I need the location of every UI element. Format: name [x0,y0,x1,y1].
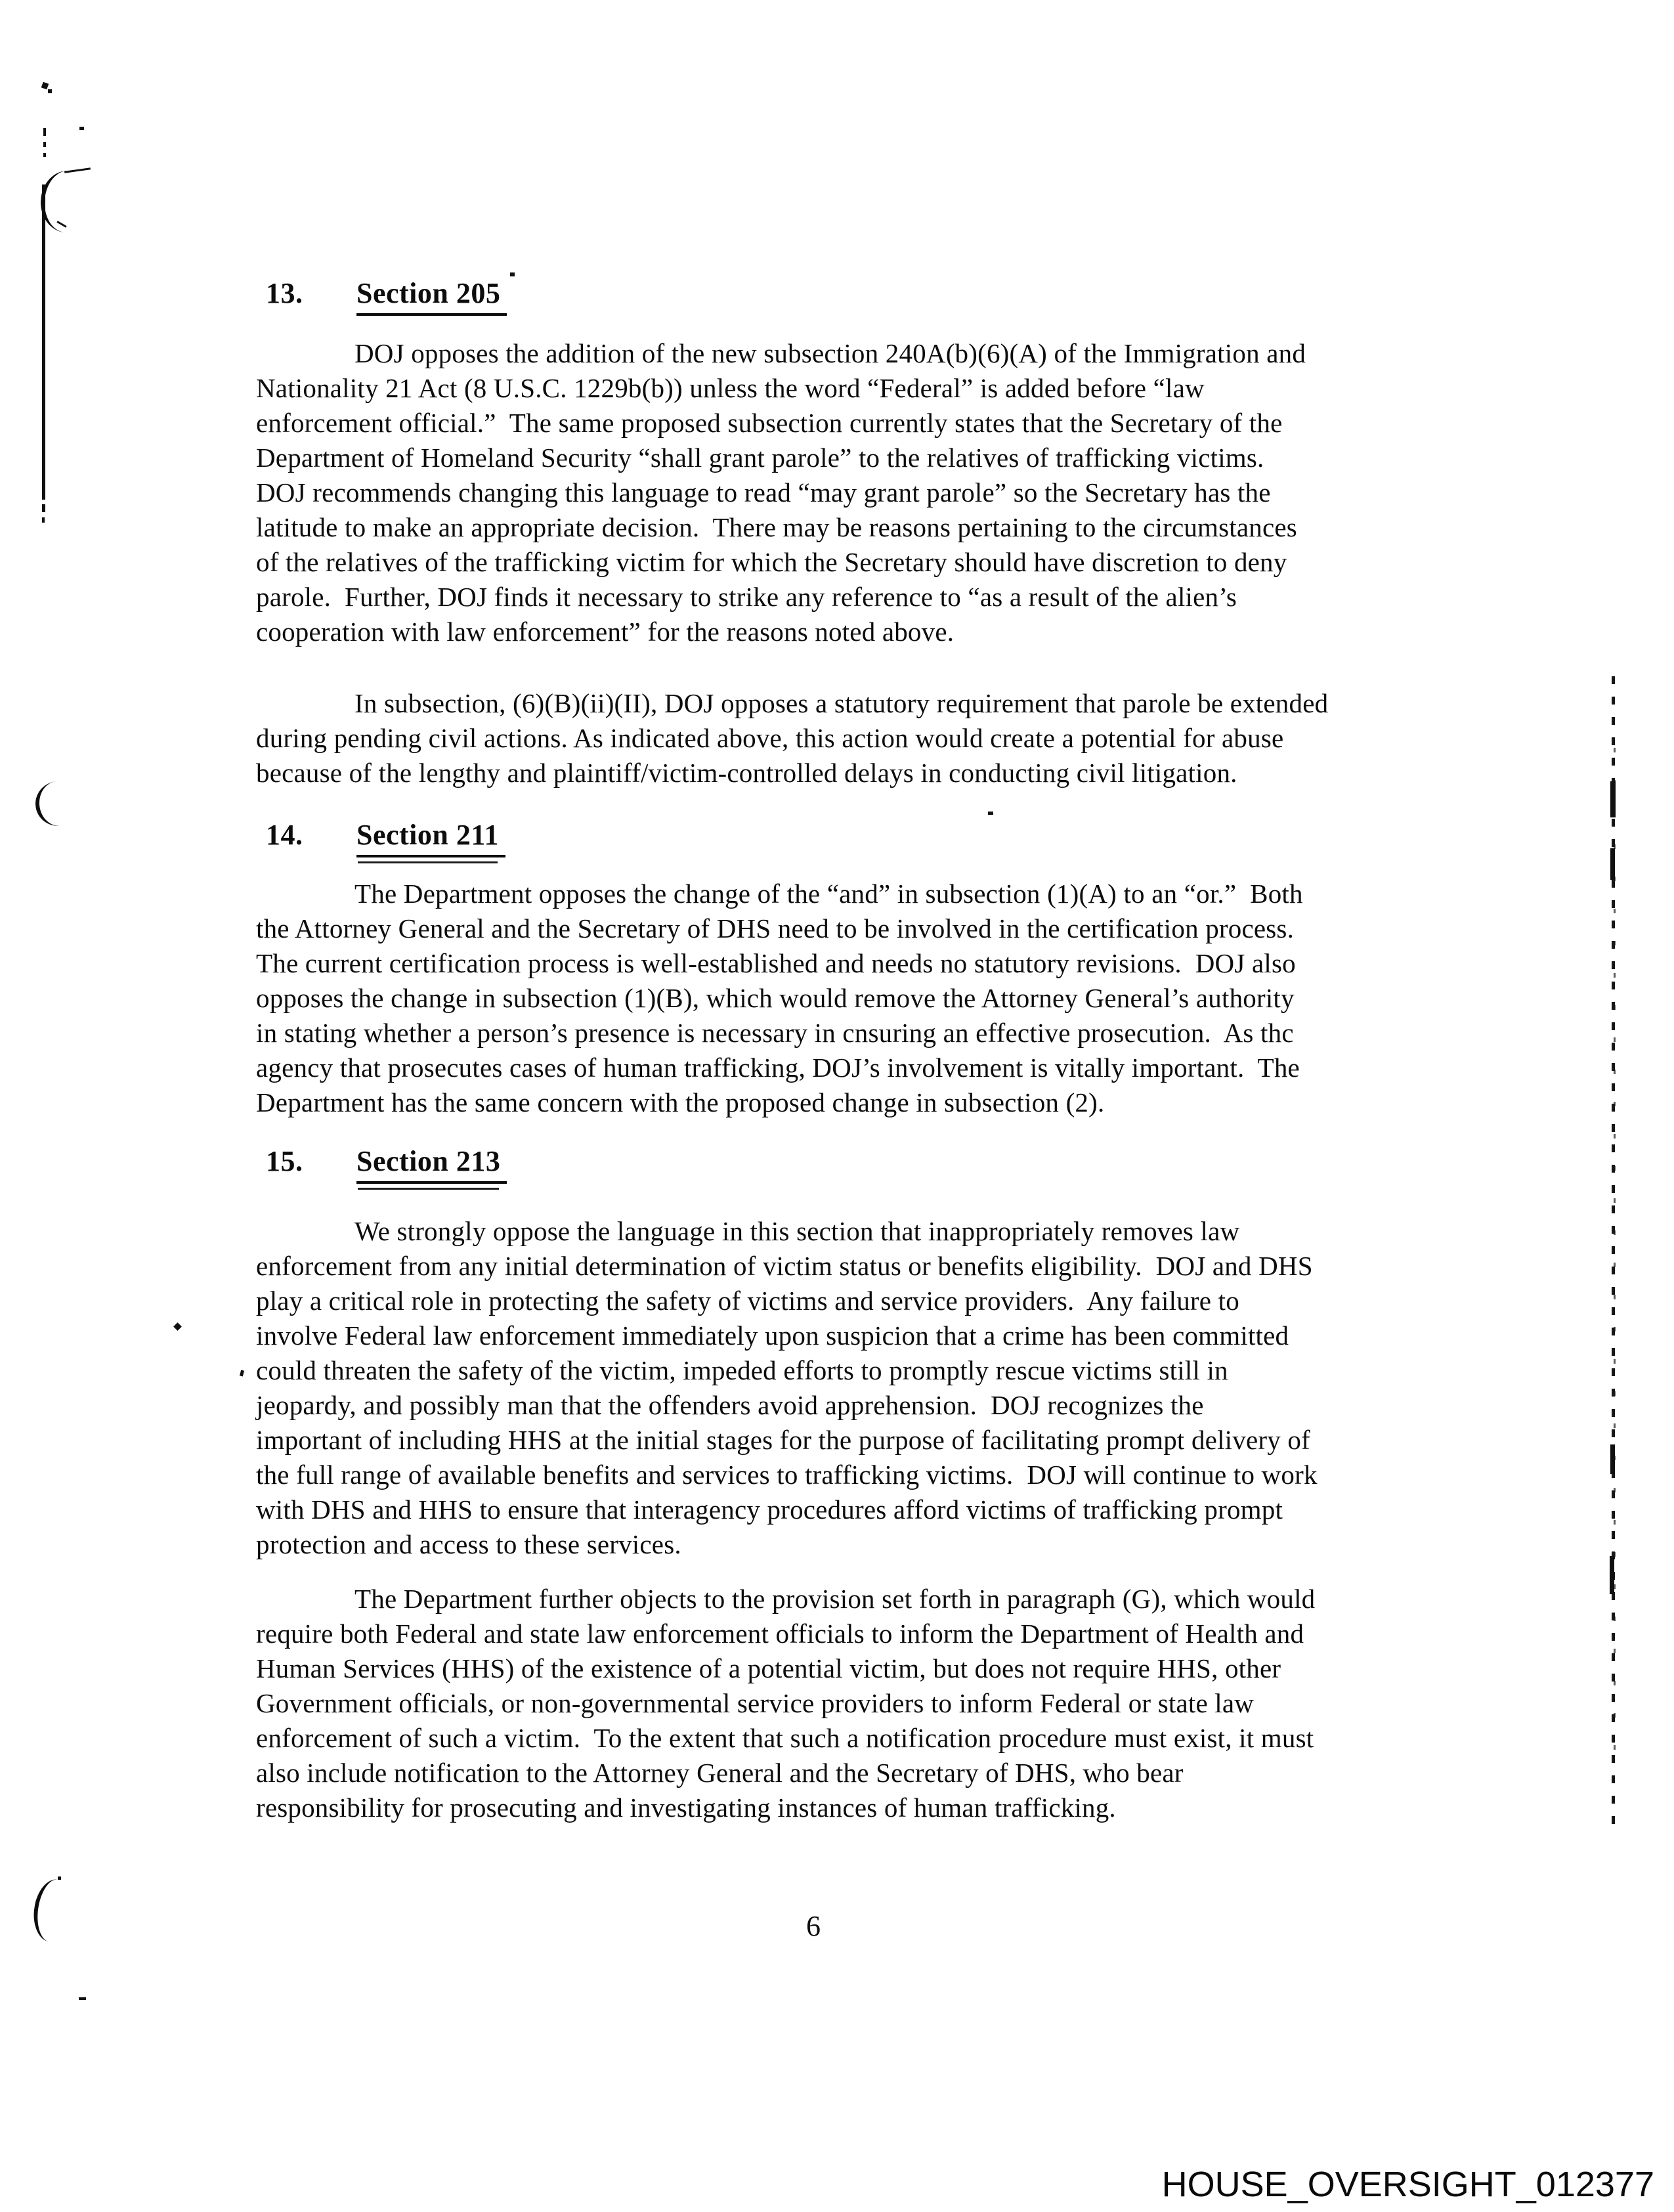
scan-dash [42,504,45,512]
scan-vertical-line [42,184,45,500]
text-line: agency that prosecutes cases of human trafficking, DOJ’s involvement is vitally important. The [256,1052,1300,1083]
text-line: In subsection, (6)(B)(ii)(II), DOJ opposes a statutory requirement that parole be extended [354,688,1329,718]
text-line: jeopardy, and possibly man that the offenders avoid apprehension. DOJ recognizes the [256,1390,1204,1420]
text-line: the full range of available benefits and services to trafficking victims. DOJ will continue to work [256,1460,1318,1490]
text-line: The Department opposes the change of the “and” in subsection (1)(A) to an “or.” Both [354,878,1303,909]
text-line: also include notification to the Attorney General and the Secretary of DHS, who bear [256,1758,1184,1788]
section-number: 14. [266,819,303,851]
text-line: enforcement of such a victim. To the extent that such a notification procedure must exist, it must [256,1723,1314,1753]
section-title: Section 213 [356,1144,507,1184]
scan-speck [510,272,515,276]
scan-dash-heavy [1610,1444,1615,1474]
text-line: because of the lengthy and plaintiff/victim-controlled delays in conducting civil litigation. [256,758,1237,788]
scan-dash-heavy [1610,781,1616,817]
scan-arc [33,779,84,829]
text-line: of the relatives of the trafficking victim for which the Secretary should have discretion to deny [256,547,1287,577]
section-number: 13. [266,277,303,309]
text-line: Nationality 21 Act (8 U.S.C. 1229b(b)) unless the word “Federal” is added before “law [256,373,1205,403]
text-line: cooperation with law enforcement” for the reasons noted above. [256,617,955,647]
paragraph [256,877,1411,1120]
text-line: Government officials, or non-governmental service providers to inform Federal or state law [256,1688,1255,1718]
section-title: Section 211 [356,818,505,857]
scan-speck [79,127,84,130]
text-line: with DHS and HHS to ensure that interagency procedures afford victims of trafficking prompt [256,1494,1283,1525]
scan-speck [173,1322,182,1331]
scan-arc-tail [64,167,91,173]
scan-dash-heavy [1610,848,1615,880]
scan-speck [48,89,52,93]
paragraph [256,686,1411,791]
scan-speck [41,82,49,90]
text-line: Department has the same concern with the proposed change in subsection (2). [256,1087,1105,1117]
section-heading-14 [266,818,505,857]
section-heading-15 [266,1144,507,1184]
text-line: DOJ opposes the addition of the new subsection 240A(b)(6)(A) of the Immigration and [354,338,1306,368]
text-line: enforcement from any initial determination of victim status or benefits eligibility. DOJ and DHS [256,1251,1313,1281]
paragraph [256,1582,1411,1825]
text-line: important of including HHS at the initial stages for the purpose of facilitating prompt delivery of [256,1425,1310,1455]
text-line: the Attorney General and the Secretary of DHS need to be involved in the certification process. [256,913,1295,943]
scan-dashed-line [1614,735,1616,1760]
text-line: latitude to make an appropriate decision. There may be reasons pertaining to the circumstances [256,512,1297,542]
text-line: protection and access to these services. [256,1529,681,1559]
scan-speck [58,1876,61,1880]
scan-dash [43,142,46,147]
text-line: during pending civil actions. As indicated above, this action would create a potential for abuse [256,723,1284,753]
text-line: involve Federal law enforcement immediately upon suspicion that a crime has been committed [256,1320,1289,1351]
scan-dash-heavy [1610,1556,1614,1594]
text-line: parole. Further, DOJ finds it necessary to strike any reference to “as a result of the alien’s [256,582,1237,612]
scan-dash [42,517,45,523]
paragraph [256,336,1411,649]
page-number: 6 [806,1910,821,1942]
text-line: require both Federal and state law enforcement officials to inform the Department of Health and [256,1618,1304,1649]
paragraph [256,1214,1411,1562]
text-line: We strongly oppose the language in this section that inappropriately removes law [354,1216,1240,1246]
section-title: Section 205 [356,276,507,316]
scan-dash [43,153,46,157]
text-line: The Department further objects to the provision set forth in paragraph (G), which would [354,1584,1316,1614]
text-line: The current certification process is well-established and needs no statutory revisions. DOJ also [256,948,1296,978]
section-number: 15. [266,1145,303,1177]
text-line: opposes the change in subsection (1)(B), which would remove the Attorney General’s authority [256,983,1295,1013]
text-line: responsibility for prosecuting and investigating instances of human trafficking. [256,1792,1116,1823]
text-line: Human Services (HHS) of the existence of a potential victim, but does not require HHS, other [256,1653,1281,1683]
text-line: could threaten the safety of the victim, impeded efforts to promptly rescue victims still in [256,1355,1228,1385]
section-heading-13 [266,276,507,316]
scan-speck [240,1370,244,1377]
text-line: DOJ recommends changing this language to read “may grant parole” so the Secretary has the [256,477,1271,508]
scan-arc [39,169,95,234]
text-line: enforcement official.” The same proposed subsection currently states that the Secretary of the [256,408,1283,438]
scan-dash [79,1997,86,2000]
bates-stamp: HOUSE_OVERSIGHT_012377 [1161,2165,1654,2204]
text-line: Department of Homeland Security “shall grant parole” to the relatives of trafficking victims. [256,443,1264,473]
scan-speck [988,812,993,815]
text-line: in stating whether a person’s presence is necessary in cnsuring an effective prosecution. As thc [256,1018,1294,1048]
text-line: play a critical role in protecting the safety of victims and service providers. Any failure to [256,1286,1239,1316]
scan-dash [43,128,46,136]
scan-arc [30,1876,78,1944]
